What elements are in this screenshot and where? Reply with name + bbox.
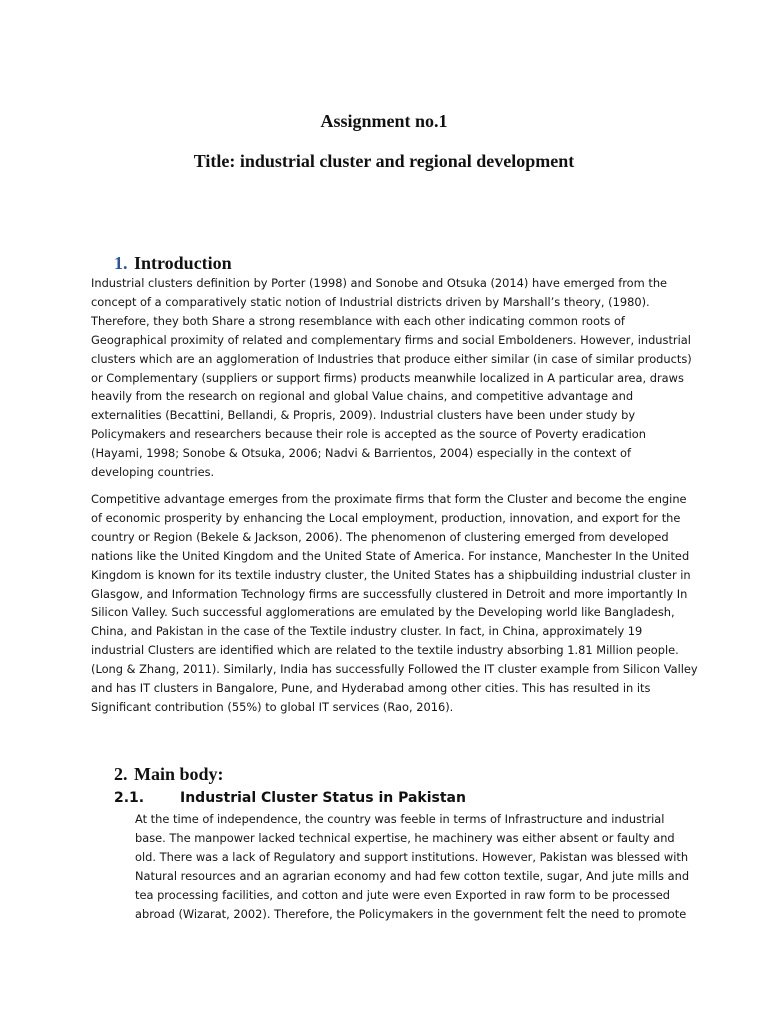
text-line: of economic prosperity by enhancing the Local employment, production, innovation, and export for the bbox=[91, 510, 681, 525]
text-line: Silicon Valley. Such successful agglomerations are emulated by the Developing world like Bangladesh, bbox=[91, 605, 675, 620]
section-heading-introduction bbox=[114, 253, 232, 274]
text-line: abroad (Wizarat, 2002). Therefore, the Policymakers in the government felt the need to promote bbox=[135, 906, 687, 921]
text-line: and has IT clusters in Bangalore, Pune, and Hyderabad among other cities. This has resulted in its bbox=[91, 681, 651, 696]
section-heading-main-body bbox=[114, 764, 224, 785]
text-line: (Long & Zhang, 2011). Similarly, India has successfully Followed the IT cluster example from Silicon Valley bbox=[91, 662, 698, 677]
section-number: 2. bbox=[114, 764, 128, 784]
text-line: Glasgow, and Information Technology firms are successfully clustered in Detroit and more importantly In bbox=[91, 586, 688, 601]
text-line: Significant contribution (55%) to global IT services (Rao, 2016). bbox=[91, 699, 454, 714]
subsection-title: Industrial Cluster Status in Pakistan bbox=[180, 790, 466, 806]
introduction-paragraph-2 bbox=[91, 490, 698, 717]
text-line: At the time of independence, the country was feeble in terms of Infrastructure and industrial bbox=[135, 812, 665, 826]
text-line: Natural resources and an agrarian economy and had few cotton textile, sugar, And jute mills and bbox=[135, 868, 690, 883]
text-line: country or Region (Bekele & Jackson, 2006). The phenomenon of clustering emerged from developed bbox=[91, 529, 669, 544]
text-line: old. There was a lack of Regulatory and support institutions. However, Pakistan was blessed with bbox=[135, 849, 689, 864]
subsection-number: 2.1. bbox=[114, 790, 145, 806]
text-line: Competitive advantage emerges from the proximate firms that form the Cluster and become the engine bbox=[91, 492, 687, 506]
text-line: concept of a comparatively static notion of Industrial districts driven by Marshall’s theory, (1980). bbox=[91, 294, 650, 309]
text-line: nations like the United Kingdom and the United State of America. For instance, Manchester In the United bbox=[91, 548, 690, 563]
section-number: 1. bbox=[114, 253, 128, 273]
text-line: or Complementary (suppliers or support firms) products meanwhile localized in A particular area, draws bbox=[91, 370, 684, 385]
text-line: Therefore, they both Share a strong resemblance with each other indicating common roots of bbox=[91, 313, 625, 328]
text-line: Industrial clusters definition by Porter (1998) and Sonobe and Otsuka (2014) have emerged from the bbox=[91, 276, 668, 290]
text-line: clusters which are an agglomeration of Industries that produce either similar (in case of similar products) bbox=[91, 351, 692, 366]
text-line: (Hayami, 1998; Sonobe & Otsuka, 2006; Nadvi & Barrientos, 2004) especially in the context of bbox=[91, 446, 631, 461]
text-line: developing countries. bbox=[91, 465, 215, 480]
text-line: China, and Pakistan in the case of the Textile industry cluster. In fact, in China, approximately 19 bbox=[91, 624, 643, 639]
text-line: Policymakers and researchers because their role is accepted as the source of Poverty eradication bbox=[91, 427, 646, 442]
text-line: industrial Clusters are identified which are related to the textile industry absorbing 1.81 Million people. bbox=[91, 643, 679, 658]
main-body-paragraph bbox=[135, 810, 689, 923]
document-title: Title: industrial cluster and regional development bbox=[193, 151, 575, 171]
introduction-paragraph-1 bbox=[91, 274, 692, 482]
section-title: Introduction bbox=[134, 253, 232, 273]
text-line: Kingdom is known for its textile industry cluster, the United States has a shipbuilding industrial cluster in bbox=[91, 567, 691, 582]
text-line: base. The manpower lacked technical expertise, he machinery was either absent or faulty and bbox=[135, 830, 675, 845]
text-line: heavily from the research on regional and global Value chains, and competitive advantage and bbox=[91, 389, 634, 404]
text-line: Geographical proximity of related and complementary firms and social Emboldeners. However, industrial bbox=[91, 332, 691, 347]
text-line: externalities (Becattini, Bellandi, & Propris, 2009). Industrial clusters have been under study by bbox=[91, 408, 636, 423]
text-line: tea processing facilities, and cotton and jute were even Exported in raw form to be processed bbox=[135, 887, 671, 902]
assignment-title: Assignment no.1 bbox=[320, 111, 448, 131]
subsection-heading-cluster-status bbox=[114, 790, 466, 806]
section-title: Main body: bbox=[134, 764, 224, 784]
